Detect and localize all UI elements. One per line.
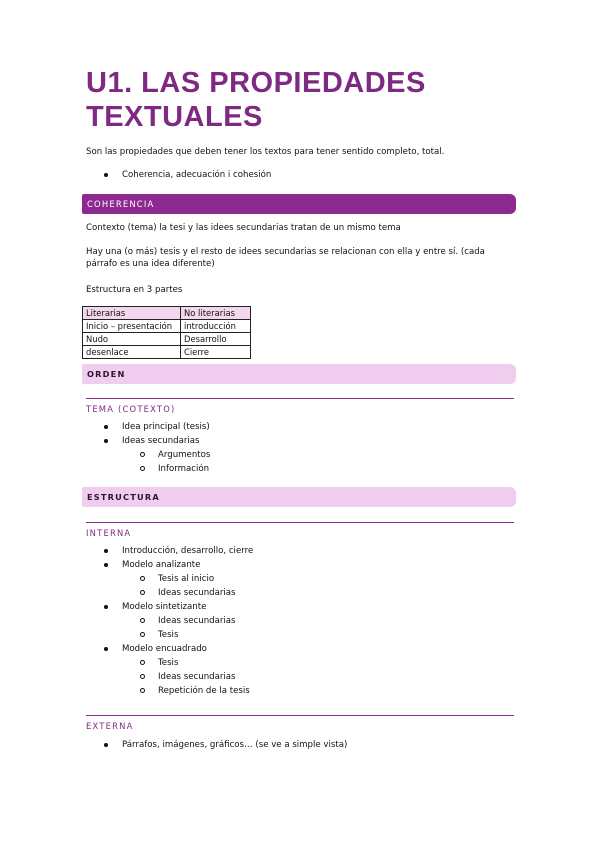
bullet-circle-icon: [140, 452, 145, 457]
table-header-cell: No literarias: [181, 307, 251, 320]
coherencia-paragraph-1: Contexto (tema) la tesi y las idees secundarias tratan de un mismo tema: [86, 223, 401, 233]
bullet-circle-icon: [140, 590, 145, 595]
list-item: Ideas secundarias: [104, 434, 210, 448]
subheading-interna: [86, 522, 514, 538]
list-item: Párrafos, imágenes, gráficos… (se ve a simple vista): [104, 738, 347, 752]
subheading-tema: [86, 398, 514, 414]
table-header-row: [83, 307, 251, 320]
subheading-label: TEMA (COTEXTO): [86, 404, 176, 414]
bullet-circle-icon: [140, 632, 145, 637]
table-cell: desenlace: [83, 346, 181, 359]
title-line-2: TEXTUALES: [86, 101, 263, 133]
sub-list-item: Tesis al inicio: [140, 572, 253, 586]
sub-list-item: Repetición de la tesis: [140, 684, 253, 698]
table-cell: Cierre: [181, 346, 251, 359]
bullet-dot-icon: [104, 605, 108, 609]
bullet-dot-icon: [104, 743, 108, 747]
sub-list-item: Argumentos: [140, 448, 210, 462]
structure-table: [82, 306, 251, 359]
sub-list-item: Ideas secundarias: [140, 670, 253, 684]
divider: [86, 398, 514, 399]
list-item: Modelo encuadrado: [104, 642, 253, 656]
sub-list-item: Tesis: [140, 656, 253, 670]
divider: [86, 522, 514, 523]
bullet-dot-icon: [104, 173, 108, 177]
sub-list-item: Tesis: [140, 628, 253, 642]
bullet-circle-icon: [140, 660, 145, 665]
interna-list: [86, 544, 253, 698]
intro-bullet-list: [86, 168, 271, 182]
list-item: Modelo sintetizante: [104, 600, 253, 614]
bullet-dot-icon: [104, 647, 108, 651]
subheading-externa: [86, 715, 514, 731]
divider: [86, 715, 514, 716]
table-cell: Desarrollo: [181, 333, 251, 346]
bullet-dot-icon: [104, 563, 108, 567]
table-cell: Inicio – presentación: [83, 320, 181, 333]
tema-list: [86, 420, 210, 476]
intro-paragraph: Son las propiedades que deben tener los textos para tener sentido completo, total.: [86, 147, 445, 157]
bullet-circle-icon: [140, 618, 145, 623]
coherencia-paragraph-2: Hay una (o más) tesis y el resto de idees secundarias se relacionan con ella y entre sí. (cada párrafo es una idea diferente): [86, 247, 485, 269]
table-row: [83, 346, 251, 359]
bullet-dot-icon: [104, 439, 108, 443]
title-line-1: U1. LAS PROPIEDADES: [86, 67, 426, 99]
sub-list-item: Ideas secundarias: [140, 614, 253, 628]
bullet-dot-icon: [104, 425, 108, 429]
table-cell: introducción: [181, 320, 251, 333]
bullet-circle-icon: [140, 674, 145, 679]
page-title: [86, 66, 526, 134]
subheading-label: INTERNA: [86, 528, 132, 538]
section-heading-estructura: ESTRUCTURA: [82, 487, 516, 507]
subheading-label: EXTERNA: [86, 721, 134, 731]
list-item: Introducción, desarrollo, cierre: [104, 544, 253, 558]
sub-list-item: Información: [140, 462, 210, 476]
list-item: Modelo analizante: [104, 558, 253, 572]
bullet-circle-icon: [140, 466, 145, 471]
list-item: Coherencia, adecuación i cohesión: [104, 168, 271, 182]
bullet-dot-icon: [104, 549, 108, 553]
coherencia-paragraph-3: Estructura en 3 partes: [86, 285, 183, 295]
list-item: Idea principal (tesis): [104, 420, 210, 434]
table-cell: Nudo: [83, 333, 181, 346]
table-row: [83, 320, 251, 333]
bullet-circle-icon: [140, 688, 145, 693]
table-row: [83, 333, 251, 346]
sub-list-item: Ideas secundarias: [140, 586, 253, 600]
section-heading-coherencia: COHERENCIA: [82, 194, 516, 214]
externa-list: [86, 738, 347, 752]
section-heading-orden: ORDEN: [82, 364, 516, 384]
bullet-circle-icon: [140, 576, 145, 581]
table-header-cell: Literarias: [83, 307, 181, 320]
